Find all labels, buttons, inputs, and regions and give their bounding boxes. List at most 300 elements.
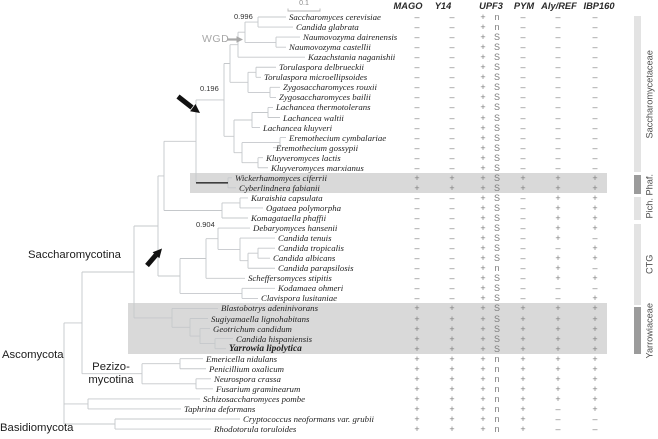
- gene-presence-value: –: [414, 263, 420, 274]
- species-name: Zygosaccharomyces rouxii: [283, 82, 377, 93]
- gene-presence-value: –: [592, 263, 598, 274]
- gene-presence-value: +: [555, 172, 561, 183]
- gene-presence-value: –: [520, 293, 526, 304]
- gene-presence-value: –: [520, 233, 526, 244]
- species-name: Yarrowia lipolytica: [229, 343, 302, 354]
- gene-presence-value: +: [592, 273, 598, 284]
- gene-presence-value: +: [520, 403, 526, 414]
- species-name: Penicillium oxalicum: [209, 363, 284, 374]
- gene-presence-value: +: [592, 343, 598, 354]
- species-name: Ogataea polymorpha: [266, 202, 342, 213]
- gene-presence-value: S: [493, 313, 501, 324]
- gene-presence-value: –: [555, 424, 561, 435]
- gene-presence-value: –: [555, 12, 561, 22]
- gene-presence-value: –: [449, 213, 455, 223]
- gene-presence-value: +: [414, 414, 420, 424]
- gene-presence-value: –: [555, 152, 561, 163]
- gene-presence-value: +: [414, 323, 420, 334]
- gene-presence-value: +: [480, 383, 486, 394]
- gene-presence-value: +: [449, 333, 455, 344]
- gene-presence-value: –: [555, 162, 561, 173]
- gene-presence-value: +: [480, 373, 486, 384]
- gene-presence-value: –: [592, 132, 598, 143]
- gene-presence-value: +: [480, 273, 486, 284]
- gene-presence-value: –: [592, 283, 598, 294]
- gene-presence-value: –: [555, 122, 561, 133]
- clade-label-ascomycota: Ascomycota: [2, 349, 64, 361]
- gene-presence-value: S: [493, 303, 501, 314]
- gene-presence-value: n: [494, 12, 500, 22]
- clade-bar: [634, 224, 641, 305]
- species-name: Eremothecium gossypii: [276, 142, 359, 153]
- species-name: Wickerhamomyces ciferrii: [235, 172, 327, 183]
- gene-presence-value: S: [493, 112, 501, 123]
- species-name: Neurospora crassa: [214, 373, 281, 384]
- wgd-label: WGD: [202, 33, 230, 45]
- gene-presence-value: –: [414, 72, 420, 83]
- gene-presence-value: +: [555, 233, 561, 244]
- species-name: Saccharomyces cerevisiae: [289, 12, 381, 22]
- gene-presence-value: –: [520, 122, 526, 133]
- gene-presence-value: +: [592, 213, 598, 223]
- gene-presence-value: –: [520, 102, 526, 113]
- gene-presence-value: +: [414, 313, 420, 324]
- gene-presence-value: S: [493, 82, 501, 93]
- gene-presence-value: +: [555, 333, 561, 344]
- gene-presence-value: +: [480, 32, 486, 43]
- species-name: Candida tropicalis: [278, 243, 344, 254]
- gene-presence-value: –: [414, 233, 420, 244]
- gene-presence-value: +: [480, 414, 486, 424]
- gene-presence-value: +: [449, 424, 455, 435]
- gene-presence-value: n: [494, 373, 500, 384]
- species-name: Kodamaea ohmeri: [278, 283, 344, 294]
- gene-presence-value: –: [414, 22, 420, 33]
- gene-presence-value: –: [520, 12, 526, 22]
- gene-presence-value: +: [414, 363, 420, 374]
- gene-presence-value: –: [555, 243, 561, 254]
- gene-presence-value: –: [592, 102, 598, 113]
- gene-presence-value: –: [520, 32, 526, 43]
- gene-column-header: UPF3: [479, 1, 503, 11]
- gene-presence-value: +: [592, 192, 598, 203]
- gene-presence-value: –: [449, 223, 455, 234]
- gene-presence-value: –: [592, 92, 598, 103]
- gene-presence-value: –: [592, 72, 598, 83]
- gene-presence-value: –: [520, 112, 526, 123]
- gene-presence-value: S: [493, 122, 501, 133]
- species-name: Lachancea kluyveri: [263, 122, 333, 133]
- gene-presence-value: –: [592, 152, 598, 163]
- gene-presence-value: S: [493, 102, 501, 113]
- gene-presence-value: +: [414, 303, 420, 314]
- gene-presence-value: –: [520, 82, 526, 93]
- clade-label-pezizomycotina-2: mycotina: [88, 374, 134, 386]
- gene-presence-value: +: [414, 343, 420, 354]
- gene-presence-value: +: [480, 233, 486, 244]
- gene-presence-value: n: [494, 363, 500, 374]
- gene-presence-value: n: [494, 414, 500, 424]
- clade-bar-label: Saccharomycetaceae: [644, 49, 655, 138]
- gene-presence-value: –: [449, 112, 455, 123]
- species-name: Fusarium graminearum: [216, 383, 301, 394]
- gene-presence-value: –: [449, 122, 455, 133]
- gene-presence-value: +: [520, 393, 526, 404]
- gene-presence-value: –: [520, 162, 526, 173]
- species-name: Candida hispaniensis: [236, 333, 313, 344]
- gene-presence-value: –: [449, 22, 455, 33]
- gene-presence-value: +: [555, 202, 561, 213]
- species-name: Komagataella phaffii: [251, 213, 327, 223]
- gene-presence-value: –: [555, 52, 561, 63]
- gene-presence-value: –: [592, 12, 598, 22]
- gene-presence-value: +: [592, 373, 598, 384]
- gene-presence-value: –: [414, 132, 420, 143]
- gene-presence-value: –: [555, 42, 561, 53]
- gene-presence-value: –: [555, 62, 561, 73]
- gene-presence-value: –: [592, 414, 598, 424]
- clade-bar: [634, 307, 641, 355]
- gene-presence-value: –: [414, 102, 420, 113]
- gene-presence-value: –: [449, 142, 455, 153]
- gene-presence-value: +: [520, 363, 526, 374]
- gene-presence-value: –: [592, 82, 598, 93]
- gene-presence-value: +: [480, 132, 486, 143]
- gene-presence-value: –: [449, 253, 455, 264]
- clade-label-saccharomycotina: Saccharomycotina: [28, 249, 121, 261]
- gene-presence-value: –: [414, 42, 420, 53]
- species-name: Cyberlindnera fabianii: [239, 182, 320, 193]
- gene-presence-value: S: [493, 62, 501, 73]
- gene-presence-value: –: [414, 202, 420, 213]
- species-name: Candida parapsilosis: [278, 263, 354, 274]
- gene-presence-value: +: [480, 182, 486, 193]
- gene-presence-value: S: [493, 253, 501, 264]
- gene-presence-value: S: [493, 182, 501, 193]
- gene-presence-value: +: [555, 393, 561, 404]
- gene-presence-value: –: [449, 233, 455, 244]
- gene-presence-value: +: [480, 313, 486, 324]
- gene-presence-value: +: [555, 323, 561, 334]
- gene-presence-value: –: [520, 263, 526, 274]
- gene-presence-value: –: [555, 293, 561, 304]
- gene-presence-value: +: [480, 303, 486, 314]
- gene-presence-value: +: [449, 172, 455, 183]
- species-name: Naumovozyma castellii: [289, 42, 371, 53]
- gene-presence-value: –: [414, 92, 420, 103]
- gene-presence-value: +: [414, 403, 420, 414]
- gene-presence-value: +: [592, 172, 598, 183]
- gene-presence-value: S: [493, 152, 501, 163]
- gene-presence-value: +: [480, 122, 486, 133]
- gene-presence-value: S: [493, 192, 501, 203]
- species-name: Schizosaccharomyces pombe: [203, 393, 306, 404]
- gene-presence-value: S: [493, 142, 501, 153]
- gene-presence-value: n: [494, 424, 500, 435]
- gene-presence-value: +: [480, 333, 486, 344]
- gene-presence-value: n: [494, 263, 500, 274]
- gene-presence-value: –: [414, 213, 420, 223]
- gene-presence-value: S: [493, 333, 501, 344]
- gene-presence-value: +: [480, 243, 486, 254]
- species-name: Lachancea thermotolerans: [276, 102, 371, 113]
- gene-presence-value: –: [414, 152, 420, 163]
- clade-bar-label: Yarrowiaceae: [644, 302, 655, 358]
- gene-presence-value: +: [480, 283, 486, 294]
- gene-presence-value: –: [449, 82, 455, 93]
- gene-presence-value: –: [520, 192, 526, 203]
- gene-presence-value: –: [520, 253, 526, 264]
- gene-presence-value: –: [555, 102, 561, 113]
- gene-presence-value: –: [414, 283, 420, 294]
- gene-presence-value: –: [555, 92, 561, 103]
- gene-presence-value: –: [592, 142, 598, 153]
- gene-presence-value: +: [555, 313, 561, 324]
- gene-presence-value: +: [449, 353, 455, 364]
- clade-bar: [634, 175, 641, 195]
- gene-presence-value: +: [555, 273, 561, 284]
- gene-presence-value: –: [555, 283, 561, 294]
- gene-presence-value: –: [555, 403, 561, 414]
- clade-bar: [634, 197, 641, 221]
- clade-bar-label: CTG: [644, 254, 655, 274]
- gene-presence-value: +: [480, 363, 486, 374]
- gene-presence-value: –: [449, 152, 455, 163]
- bootstrap-value-saccharomycetaceae: 0.196: [200, 84, 219, 93]
- gene-presence-value: –: [449, 52, 455, 63]
- gene-presence-value: +: [520, 303, 526, 314]
- gene-presence-value: –: [592, 22, 598, 33]
- species-name: Rhodotorula toruloides: [214, 424, 297, 435]
- gene-presence-value: S: [493, 223, 501, 234]
- gene-presence-value: –: [449, 243, 455, 254]
- gene-presence-value: n: [494, 403, 500, 414]
- gene-presence-value: S: [493, 32, 501, 43]
- species-name: Blastobotrys adeninivorans: [221, 303, 319, 314]
- gene-presence-value: –: [414, 223, 420, 234]
- species-name: Emericella nidulans: [206, 353, 278, 364]
- gene-presence-value: +: [414, 424, 420, 435]
- gene-presence-value: +: [414, 393, 420, 404]
- gene-presence-value: –: [449, 202, 455, 213]
- gene-presence-value: +: [480, 202, 486, 213]
- gene-presence-value: +: [592, 243, 598, 254]
- gene-presence-value: –: [449, 62, 455, 73]
- gene-presence-value: +: [520, 353, 526, 364]
- clade-bar-label: Phaf.: [644, 173, 655, 195]
- gene-presence-value: +: [592, 363, 598, 374]
- gene-presence-value: +: [520, 182, 526, 193]
- gene-presence-value: S: [493, 243, 501, 254]
- gene-presence-value: +: [480, 293, 486, 304]
- gene-presence-value: S: [493, 323, 501, 334]
- gene-presence-value: –: [592, 42, 598, 53]
- species-name: Kluyveromyces lactis: [266, 152, 341, 163]
- gene-presence-value: S: [493, 92, 501, 103]
- gene-presence-value: –: [414, 62, 420, 73]
- gene-presence-value: +: [555, 253, 561, 264]
- gene-presence-value: +: [480, 213, 486, 223]
- gene-presence-value: +: [480, 343, 486, 354]
- species-name: Eremothecium cymbalariae: [289, 132, 387, 143]
- gene-presence-value: S: [493, 213, 501, 223]
- gene-presence-value: +: [449, 414, 455, 424]
- gene-presence-value: +: [592, 223, 598, 234]
- gene-presence-value: +: [480, 162, 486, 173]
- gene-presence-value: –: [449, 263, 455, 274]
- gene-column-header: Y14: [434, 1, 452, 11]
- gene-presence-value: +: [520, 172, 526, 183]
- gene-presence-value: –: [449, 12, 455, 22]
- gene-presence-value: S: [493, 52, 501, 63]
- gene-presence-value: +: [449, 323, 455, 334]
- gene-presence-value: –: [520, 62, 526, 73]
- gene-presence-value: S: [493, 72, 501, 83]
- gene-presence-value: n: [494, 393, 500, 404]
- gene-presence-value: –: [592, 62, 598, 73]
- species-name: Cryptococcus neoformans var. grubii: [243, 414, 374, 424]
- gene-presence-value: –: [520, 223, 526, 234]
- gene-presence-value: –: [555, 112, 561, 123]
- gene-presence-value: +: [480, 52, 486, 63]
- gene-presence-value: +: [592, 313, 598, 324]
- gene-presence-value: +: [555, 373, 561, 384]
- gene-presence-value: –: [520, 273, 526, 284]
- gene-presence-value: +: [480, 192, 486, 203]
- gene-presence-value: +: [449, 383, 455, 394]
- gene-presence-value: +: [555, 192, 561, 203]
- gene-presence-value: +: [480, 424, 486, 435]
- gene-presence-value: +: [555, 263, 561, 274]
- gene-presence-value: +: [480, 152, 486, 163]
- gene-presence-value: +: [480, 353, 486, 364]
- gene-presence-value: +: [414, 172, 420, 183]
- gene-presence-value: S: [493, 202, 501, 213]
- gene-presence-value: +: [480, 22, 486, 33]
- gene-presence-value: n: [494, 353, 500, 364]
- gene-presence-value: –: [414, 142, 420, 153]
- gene-presence-value: S: [493, 273, 501, 284]
- gene-column-header: MAGO: [393, 1, 423, 11]
- gene-presence-value: S: [493, 132, 501, 143]
- clade-bar: [634, 16, 641, 173]
- gene-presence-value: +: [592, 383, 598, 394]
- gene-presence-value: –: [555, 32, 561, 43]
- gene-presence-value: +: [480, 72, 486, 83]
- gene-presence-value: +: [449, 303, 455, 314]
- gene-presence-value: –: [414, 12, 420, 22]
- gene-presence-value: –: [520, 152, 526, 163]
- gene-presence-value: +: [555, 223, 561, 234]
- gene-presence-value: +: [555, 383, 561, 394]
- gene-presence-value: –: [449, 102, 455, 113]
- gene-presence-value: +: [592, 303, 598, 314]
- species-name: Scheffersomyces stipitis: [248, 273, 332, 284]
- species-name: Sugiyamaella lignohabitans: [211, 313, 310, 324]
- gene-presence-value: S: [493, 172, 501, 183]
- gene-presence-value: +: [592, 293, 598, 304]
- gene-presence-value: +: [414, 182, 420, 193]
- gene-presence-value: +: [480, 12, 486, 22]
- gene-column-header: Aly/REF: [541, 1, 577, 11]
- gene-presence-value: –: [520, 52, 526, 63]
- gene-presence-value: +: [414, 333, 420, 344]
- gene-presence-value: –: [520, 132, 526, 143]
- species-name: Torulaspora delbrueckii: [279, 62, 364, 73]
- gene-presence-value: +: [555, 343, 561, 354]
- species-name: Torulaspora microellipsoides: [264, 72, 368, 83]
- gene-presence-value: –: [592, 32, 598, 43]
- species-name: Debaryomyces hansenii: [253, 223, 338, 234]
- bootstrap-value-wgd-pair: 0.996: [234, 12, 253, 21]
- species-name: Candida tenuis: [278, 233, 332, 244]
- gene-presence-value: –: [414, 52, 420, 63]
- species-name: Clavispora lusitaniae: [261, 293, 337, 304]
- gene-presence-value: –: [520, 72, 526, 83]
- gene-presence-value: –: [414, 293, 420, 304]
- gene-presence-value: S: [493, 42, 501, 53]
- gene-presence-value: –: [414, 243, 420, 254]
- gene-presence-value: +: [480, 42, 486, 53]
- gene-presence-value: –: [520, 283, 526, 294]
- gene-presence-value: +: [449, 343, 455, 354]
- gene-presence-value: –: [592, 112, 598, 123]
- scale-bar-label: 0.1: [299, 0, 309, 7]
- gene-presence-value: –: [555, 414, 561, 424]
- gene-presence-value: S: [493, 293, 501, 304]
- gene-presence-value: –: [414, 82, 420, 93]
- gene-presence-value: –: [449, 42, 455, 53]
- gene-presence-value: +: [592, 353, 598, 364]
- gene-presence-value: –: [414, 273, 420, 284]
- species-name: Taphrina deformans: [184, 403, 256, 414]
- gene-presence-value: +: [520, 424, 526, 435]
- gene-presence-value: +: [449, 182, 455, 193]
- gene-presence-value: –: [555, 132, 561, 143]
- gene-presence-value: +: [592, 393, 598, 404]
- gene-presence-value: –: [555, 82, 561, 93]
- gene-presence-value: +: [449, 403, 455, 414]
- gene-presence-value: +: [555, 213, 561, 223]
- gene-presence-value: –: [555, 22, 561, 33]
- gene-presence-value: +: [414, 383, 420, 394]
- gene-presence-value: –: [555, 142, 561, 153]
- gene-presence-value: +: [480, 172, 486, 183]
- gene-presence-value: +: [449, 393, 455, 404]
- gene-presence-value: –: [449, 32, 455, 43]
- gene-presence-value: –: [449, 72, 455, 83]
- clade-bar-label: Pich.: [644, 198, 655, 219]
- gene-presence-value: +: [480, 253, 486, 264]
- gene-presence-value: +: [520, 333, 526, 344]
- gene-presence-value: +: [480, 223, 486, 234]
- gene-presence-value: –: [414, 112, 420, 123]
- gene-presence-value: +: [555, 353, 561, 364]
- species-name: Naumovozyma dairenensis: [303, 32, 398, 43]
- gene-presence-value: +: [520, 313, 526, 324]
- gene-presence-value: –: [520, 213, 526, 223]
- gene-presence-value: +: [480, 393, 486, 404]
- gene-presence-value: +: [449, 373, 455, 384]
- gene-presence-value: –: [449, 132, 455, 143]
- gene-presence-value: n: [494, 383, 500, 394]
- gene-presence-value: –: [449, 273, 455, 284]
- gene-presence-value: +: [520, 383, 526, 394]
- species-name: Kuraishia capsulata: [251, 192, 323, 203]
- gene-presence-value: +: [520, 323, 526, 334]
- species-name: Kazachstania naganishii: [308, 52, 396, 63]
- gene-presence-value: –: [414, 192, 420, 203]
